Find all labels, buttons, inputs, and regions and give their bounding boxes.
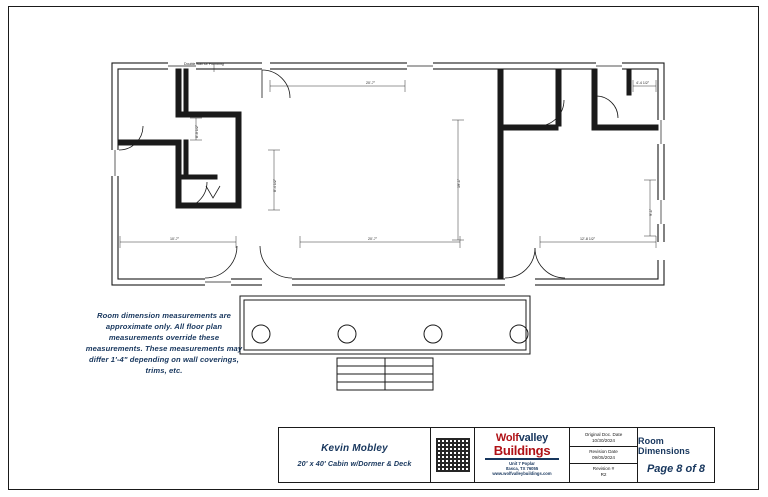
- revision-row: [570, 447, 637, 464]
- dim-bottom-main: 20'-7": [368, 237, 378, 241]
- dim-top-main: 20'-7": [366, 81, 376, 85]
- logo-wolf-text: Wolf: [495, 432, 519, 445]
- project-description: 20' x 40' Cabin w/Dormer & Deck: [297, 458, 412, 468]
- address-line-3: www.wolfvalleybuildings.com: [492, 471, 552, 477]
- dim-bottom-right: 12'-8 1/2": [580, 237, 596, 241]
- revision-label: Revision #: [592, 466, 615, 471]
- client-name: Kevin Mobley: [321, 442, 388, 454]
- logo-buildings-text: Buildings: [493, 443, 551, 459]
- logo-address: [492, 461, 551, 477]
- company-logo-cell: [475, 428, 570, 482]
- page-number: Page 8 of 8: [646, 462, 706, 475]
- dim-left-vertical: 8'-4 1/2": [273, 178, 277, 192]
- revision-label: Revision Date: [589, 449, 618, 454]
- revision-row: [570, 430, 637, 447]
- revision-value: 10/30/2024: [592, 438, 615, 443]
- revision-label: Original Doc. Date: [584, 432, 623, 437]
- dim-bottom-left: 10'-7": [170, 237, 180, 241]
- address-line-2: Itasca, TX 76055: [505, 466, 539, 472]
- dimension-disclaimer-note: Room dimension measurements are approximate only. All floor plan measurements override these measurements. These measurements may differ 1'-4" depending on wall coverings, trims, etc.: [85, 311, 243, 375]
- page-info-cell: [638, 428, 714, 482]
- qr-code-icon: [436, 438, 470, 472]
- dim-right-vertical: 9'-1": [649, 208, 653, 216]
- revision-row: [570, 464, 637, 480]
- qr-code-cell: [431, 428, 475, 482]
- revision-cell: [570, 428, 638, 482]
- title-block: [278, 427, 715, 483]
- client-info-cell: [279, 428, 431, 482]
- dim-bath-vertical: 8'-0 1/2": [195, 124, 199, 138]
- logo-divider: [485, 458, 559, 460]
- logo-valley-text: valley: [518, 432, 549, 445]
- revision-value: 09/05/2024: [592, 455, 615, 460]
- dim-center-vertical: 19'-1": [457, 178, 461, 188]
- double-wall-note: Double wall for Plumbing: [184, 62, 224, 66]
- sheet-title: Room Dimensions: [638, 435, 691, 456]
- dim-top-right: 4'-4 1/2": [636, 81, 650, 85]
- address-line-1: Unit 7 Poplar: [509, 460, 535, 466]
- revision-value: R2: [600, 472, 607, 477]
